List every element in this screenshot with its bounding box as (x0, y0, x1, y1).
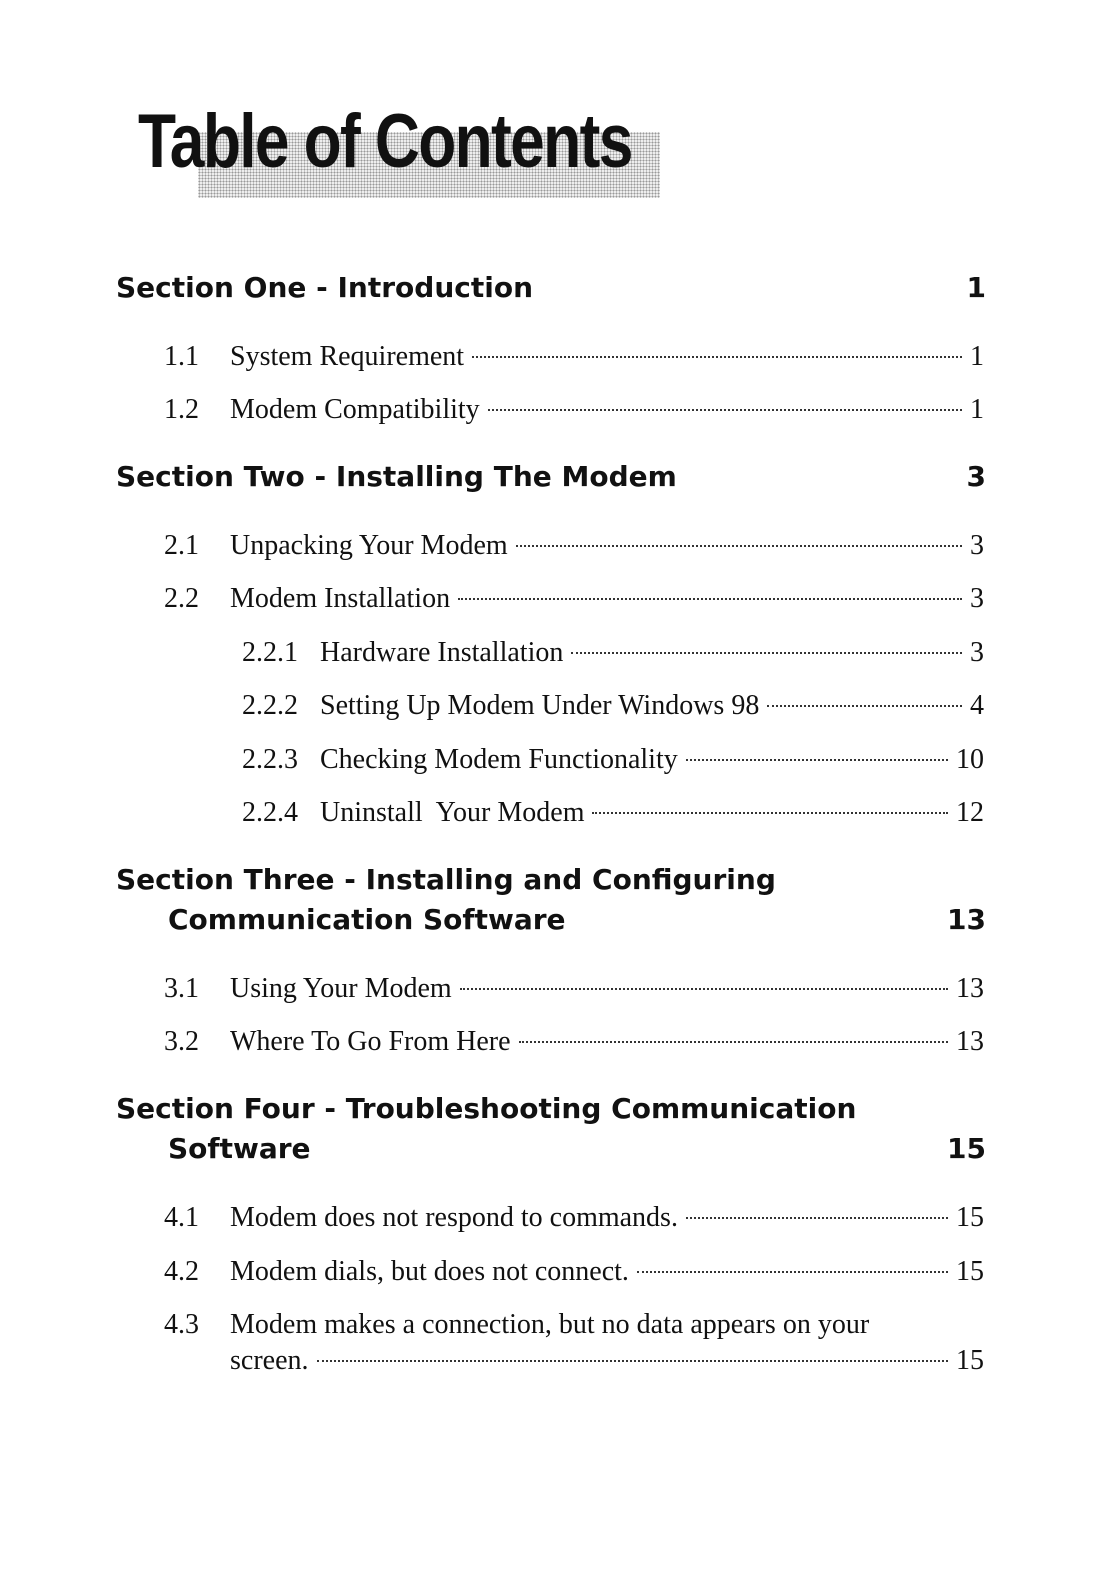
entry-title: Setting Up Modem Under Windows 98 (320, 690, 760, 721)
section-page: 15 (947, 1132, 986, 1165)
entry-page: 15 (956, 1202, 984, 1233)
toc-entry[interactable] (164, 393, 984, 427)
entry-title: Checking Modem Functionality (320, 744, 678, 775)
entry-number: 1.1 (164, 341, 199, 372)
dot-leader (637, 1271, 948, 1273)
toc-entry[interactable] (164, 1255, 984, 1289)
toc-subentry[interactable] (242, 743, 984, 777)
section-title-line2: Communication Software (168, 903, 566, 936)
toc-entry[interactable] (164, 1307, 984, 1379)
entry-page: 1 (970, 341, 984, 372)
entry-page: 13 (956, 973, 984, 1004)
dot-leader (460, 988, 948, 990)
section-title-line2: Software (168, 1132, 311, 1165)
entry-number: 2.2.3 (242, 744, 298, 775)
entry-title: Where To Go From Here (230, 1026, 511, 1057)
toc-entry[interactable] (164, 529, 984, 563)
entry-number: 1.2 (164, 394, 199, 425)
toc-entry[interactable] (164, 582, 984, 616)
section-page: 3 (966, 460, 986, 493)
section-heading-1 (116, 268, 986, 308)
entry-title: System Requirement (230, 341, 465, 372)
entry-number: 2.2.1 (242, 637, 298, 668)
title-block (138, 100, 658, 200)
section-title: Section Two - Installing The Modem (116, 460, 677, 493)
entry-title: Modem Compatibility (230, 394, 480, 425)
toc-subentry[interactable] (242, 796, 984, 830)
entry-title: Modem makes a connection, but no data appears on your (230, 1309, 870, 1340)
dot-leader (488, 409, 962, 411)
entry-title: Modem does not respond to commands. (230, 1202, 678, 1233)
page-title: Table of Contents (138, 99, 632, 184)
entry-number: 2.2.4 (242, 797, 298, 828)
entry-title: Using Your Modem (230, 973, 452, 1004)
section-title: Section One - Introduction (116, 271, 534, 304)
toc-entry[interactable] (164, 1025, 984, 1059)
entry-number: 3.1 (164, 973, 199, 1004)
entry-page: 15 (956, 1345, 984, 1376)
entry-page: 12 (956, 797, 984, 828)
entry-page: 13 (956, 1026, 984, 1057)
entry-number: 3.2 (164, 1026, 199, 1057)
entry-title: Uninstall Your Modem (320, 797, 585, 828)
dot-leader (686, 759, 948, 761)
dot-leader (519, 1041, 948, 1043)
toc-entry[interactable] (164, 1201, 984, 1235)
entry-number: 2.1 (164, 530, 199, 561)
entry-page: 4 (970, 690, 984, 721)
entry-page: 3 (970, 530, 984, 561)
entry-title: Hardware Installation (320, 637, 564, 668)
entry-page: 15 (956, 1256, 984, 1287)
dot-leader (592, 812, 948, 814)
entry-page: 10 (956, 744, 984, 775)
entry-number: 4.3 (164, 1309, 199, 1340)
dot-leader (767, 705, 962, 707)
entry-title: Modem Installation (230, 583, 451, 614)
toc-entry[interactable] (164, 340, 984, 374)
toc-subentry[interactable] (242, 689, 984, 723)
toc-entry[interactable] (164, 972, 984, 1006)
entry-title: Modem dials, but does not connect. (230, 1256, 629, 1287)
entry-title-continued: screen. (230, 1345, 309, 1376)
dot-leader (686, 1217, 948, 1219)
dot-leader (571, 652, 962, 654)
entry-number: 2.2 (164, 583, 199, 614)
section-heading-2 (116, 457, 986, 497)
section-page: 13 (947, 903, 986, 936)
dot-leader (458, 598, 962, 600)
section-title-line1: Section Four - Troubleshooting Communication (116, 1092, 857, 1125)
entry-title: Unpacking Your Modem (230, 530, 508, 561)
section-heading-3 (116, 860, 986, 940)
entry-page: 1 (970, 394, 984, 425)
entry-page: 3 (970, 583, 984, 614)
entry-page: 3 (970, 637, 984, 668)
dot-leader (516, 545, 962, 547)
dot-leader (472, 356, 962, 358)
section-heading-4 (116, 1089, 986, 1169)
entry-number: 2.2.2 (242, 690, 298, 721)
dot-leader (317, 1360, 948, 1362)
entry-number: 4.1 (164, 1202, 199, 1233)
toc-subentry[interactable] (242, 636, 984, 670)
entry-number: 4.2 (164, 1256, 199, 1287)
section-title-line1: Section Three - Installing and Configuring (116, 863, 776, 896)
section-page: 1 (966, 271, 986, 304)
